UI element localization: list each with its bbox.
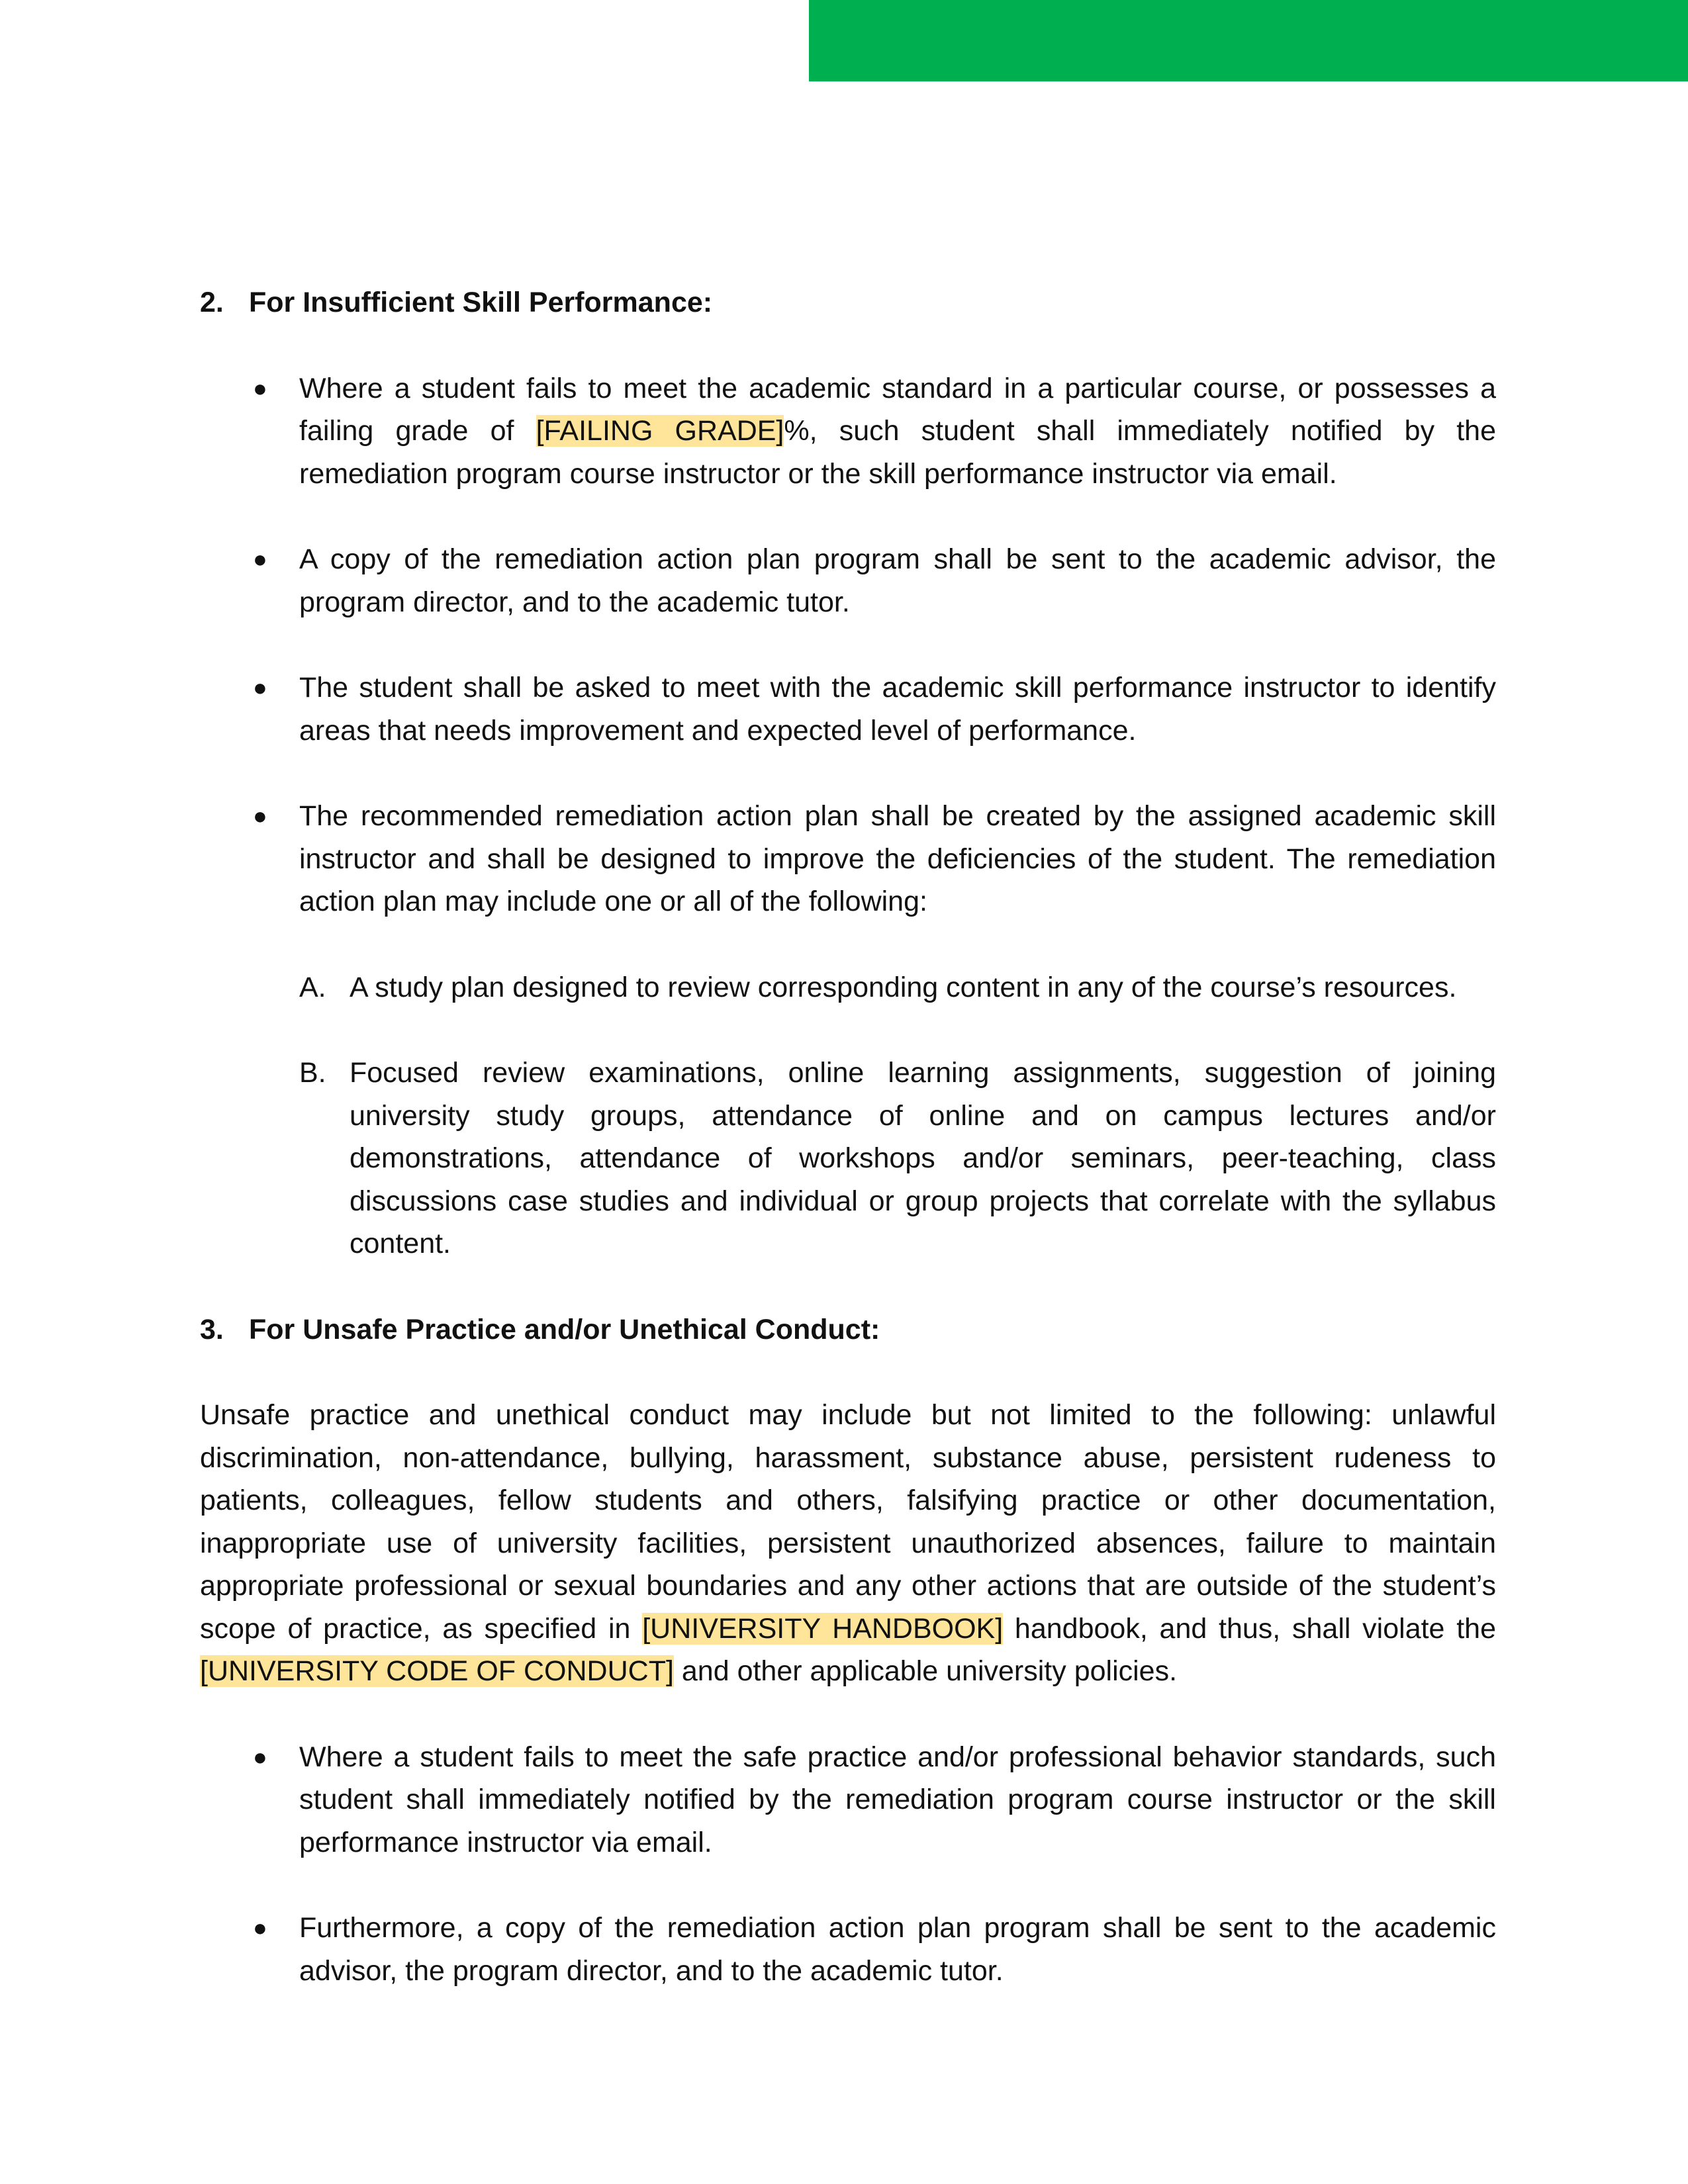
bullet-text: The recommended remediation action plan shall be created by the assigned academic skill instructor and shall be designed to improve the deficiencies of the student. The remediation action plan may include one or all of the following: (299, 800, 1496, 917)
bullet-text: The student shall be asked to meet with the academic skill performance instructor to identify areas that needs improvement and expected level of performance. (299, 672, 1496, 747)
remediation-options-list (200, 966, 1496, 1265)
list-item (200, 1052, 1496, 1265)
list-item (200, 666, 1496, 752)
unsafe-practice-paragraph (200, 1394, 1496, 1693)
list-item (200, 538, 1496, 623)
section-2-title: For Insufficient Skill Performance: (249, 287, 713, 318)
placeholder-code-of-conduct: [UNIVERSITY CODE OF CONDUCT] (200, 1655, 674, 1687)
document-body (200, 281, 1496, 2035)
list-marker: A. (299, 971, 326, 1003)
bullet-icon: ● (253, 545, 267, 572)
bullet-text: A copy of the remediation action plan program shall be sent to the academic advisor, the program director, and to the academic tutor. (299, 543, 1496, 618)
section-2-number: 2. (200, 287, 224, 318)
section-2-bullet-list (200, 367, 1496, 923)
list-item (200, 1736, 1496, 1864)
section-3-bullet-list (200, 1736, 1496, 1993)
section-3-title: For Unsafe Practice and/or Unethical Conduct: (249, 1313, 880, 1345)
paragraph-text-middle: handbook, and thus, shall violate the (1003, 1612, 1496, 1645)
bullet-icon: ● (253, 802, 267, 829)
bullet-text-end: %, such student shall immediately notified by the remediation program course instructor or the skill performance instructor via email. (299, 415, 1496, 490)
header-accent-bar (809, 0, 1688, 81)
bullet-icon: ● (253, 374, 267, 402)
paragraph-text-start: Unsafe practice and unethical conduct may include but not limited to the following: unlawful discrimination, non-attendance, bullying, harassment, substance abuse, persistent rudeness to patients, colleagues, fellow students and others, falsifying practice or other documentation, inappropriate use of university facilities, persistent unauthorized absences, failure to maintain appropriate professional or sexual boundaries and any other actions that are outside of the student’s scope of practice, as specified in (200, 1399, 1496, 1645)
section-3-heading (200, 1308, 1496, 1351)
list-item-text: A study plan designed to review corresponding content in any of the course’s resources. (350, 971, 1457, 1003)
section-2-heading (200, 281, 1496, 324)
bullet-text: Furthermore, a copy of the remediation action plan program shall be sent to the academic advisor, the program director, and to the academic tutor. (299, 1912, 1496, 1987)
bullet-icon: ● (253, 1914, 267, 1941)
bullet-text: Where a student fails to meet the safe practice and/or professional behavior standards, such student shall immediately notified by the remediation program course instructor or the skill performance instructor via email. (299, 1741, 1496, 1858)
bullet-icon: ● (253, 674, 267, 701)
list-item (200, 1907, 1496, 1992)
section-3-number: 3. (200, 1313, 224, 1345)
list-item (200, 795, 1496, 923)
list-item (200, 367, 1496, 496)
bullet-text-start: Where a student fails to meet the academic standard in a particular course, or possesses a failing grade of (299, 372, 1496, 447)
bullet-icon: ● (253, 1743, 267, 1770)
list-item (200, 966, 1496, 1009)
placeholder-university-handbook: [UNIVERSITY HANDBOOK] (642, 1612, 1004, 1645)
paragraph-text-end: and other applicable university policies. (673, 1655, 1178, 1687)
list-item-text: Focused review examinations, online learning assignments, suggestion of joining university study groups, attendance of online and on campus lectures and/or demonstrations, attendance of workshops and/or seminars, peer-teaching, class discussions case studies and individual or group projects that correlate with the syllabus content. (350, 1057, 1496, 1259)
list-marker: B. (299, 1057, 326, 1089)
placeholder-failing-grade: [FAILING GRADE] (536, 415, 784, 447)
